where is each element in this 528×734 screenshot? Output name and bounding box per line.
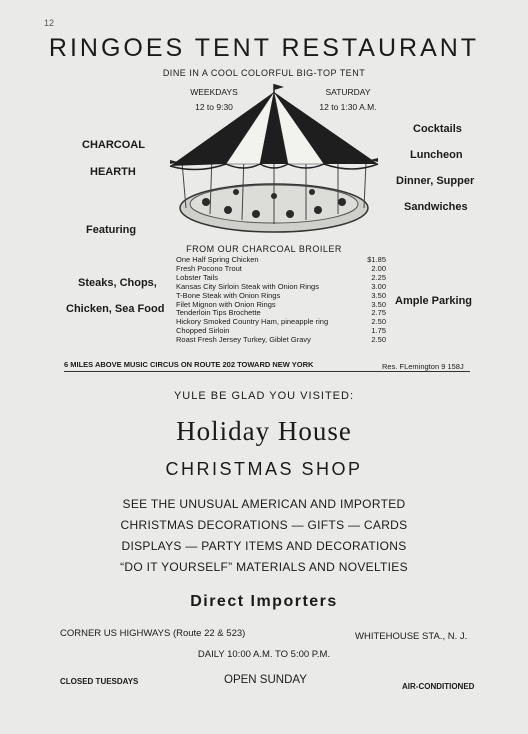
- sandwiches-label: Sandwiches: [404, 201, 468, 213]
- phone-number: Res. FLemington 9 158J: [382, 362, 464, 371]
- broiler-menu: [176, 256, 386, 345]
- menu-item: Kansas City Sirloin Steak with Onion Rings 3.00: [176, 281, 386, 291]
- menu-item: Hickory Smoked Country Ham, pineapple ring 2.50: [176, 317, 386, 327]
- saturday-hours: 12 to 1:30 A.M.: [319, 102, 377, 112]
- shop-line-1: SEE THE UNUSUAL AMERICAN AND IMPORTED: [122, 497, 406, 511]
- chicken-seafood-label: Chicken, Sea Food: [66, 303, 165, 315]
- closed-tuesdays: CLOSED TUESDAYS: [60, 677, 139, 686]
- weekdays-label: WEEKDAYS: [190, 87, 238, 97]
- featuring-label: Featuring: [86, 224, 137, 236]
- menu-item: T-Bone Steak with Onion Rings 3.50: [176, 290, 386, 300]
- menu-item: Filet Mignon with Onion Rings 3.50: [176, 299, 386, 309]
- direct-importers-heading: Direct Importers: [190, 593, 338, 610]
- yule-tagline: YULE BE GLAD YOU VISITED:: [173, 390, 355, 402]
- page-number: 12: [44, 18, 55, 28]
- shop-address: CORNER US HIGHWAYS (Route 22 & 523): [60, 628, 246, 639]
- menu-item: Fresh Pocono Trout 2.00: [176, 263, 386, 273]
- menu-item: Roast Fresh Jersey Turkey, Giblet Gravy 2.50: [176, 335, 386, 345]
- big-top-tent-illustration: [166, 84, 382, 240]
- saturday-label: SATURDAY: [325, 87, 371, 97]
- hearth-label: HEARTH: [90, 166, 136, 178]
- christmas-shop-title: CHRISTMAS SHOP: [165, 459, 363, 479]
- menu-item: One Half Spring Chicken $1.85: [176, 255, 386, 264]
- shop-line-4: “DO IT YOURSELF” MATERIALS AND NOVELTIES: [120, 560, 408, 574]
- steaks-chops-label: Steaks, Chops,: [78, 277, 157, 289]
- menu-item: Lobster Tails 2.25: [176, 272, 386, 282]
- ample-parking-label: Ample Parking: [395, 295, 473, 307]
- shop-hours: DAILY 10:00 A.M. TO 5:00 P.M.: [197, 649, 331, 660]
- dinner-supper-label: Dinner, Supper: [396, 175, 475, 187]
- holiday-house-title: Holiday House: [176, 416, 352, 446]
- menu-item: Tenderloin Tips Brochette 2.75: [176, 308, 386, 318]
- restaurant-title: RINGOES TENT RESTAURANT: [48, 34, 480, 62]
- shop-line-3: DISPLAYS — PARTY ITEMS AND DECORATIONS: [121, 539, 407, 553]
- weekdays-hours: 12 to 9:30: [195, 102, 233, 112]
- menu-item: Chopped Sirloin 1.75: [176, 326, 386, 336]
- divider-rule: [64, 371, 470, 372]
- cocktails-label: Cocktails: [413, 123, 462, 135]
- shop-town: WHITEHOUSE STA., N. J.: [355, 631, 468, 642]
- charcoal-label: CHARCOAL: [82, 139, 145, 151]
- directions-text: 6 MILES ABOVE MUSIC CIRCUS ON ROUTE 202 TOWARD NEW YORK: [64, 360, 314, 369]
- menu-heading: FROM OUR CHARCOAL BROILER: [186, 244, 342, 254]
- shop-line-2: CHRISTMAS DECORATIONS — GIFTS — CARDS: [120, 518, 408, 532]
- air-conditioned: AIR-CONDITIONED: [402, 682, 475, 691]
- open-sunday: OPEN SUNDAY: [224, 674, 307, 686]
- restaurant-subtitle: DINE IN A COOL COLORFUL BIG-TOP TENT: [162, 68, 366, 78]
- luncheon-label: Luncheon: [410, 149, 463, 161]
